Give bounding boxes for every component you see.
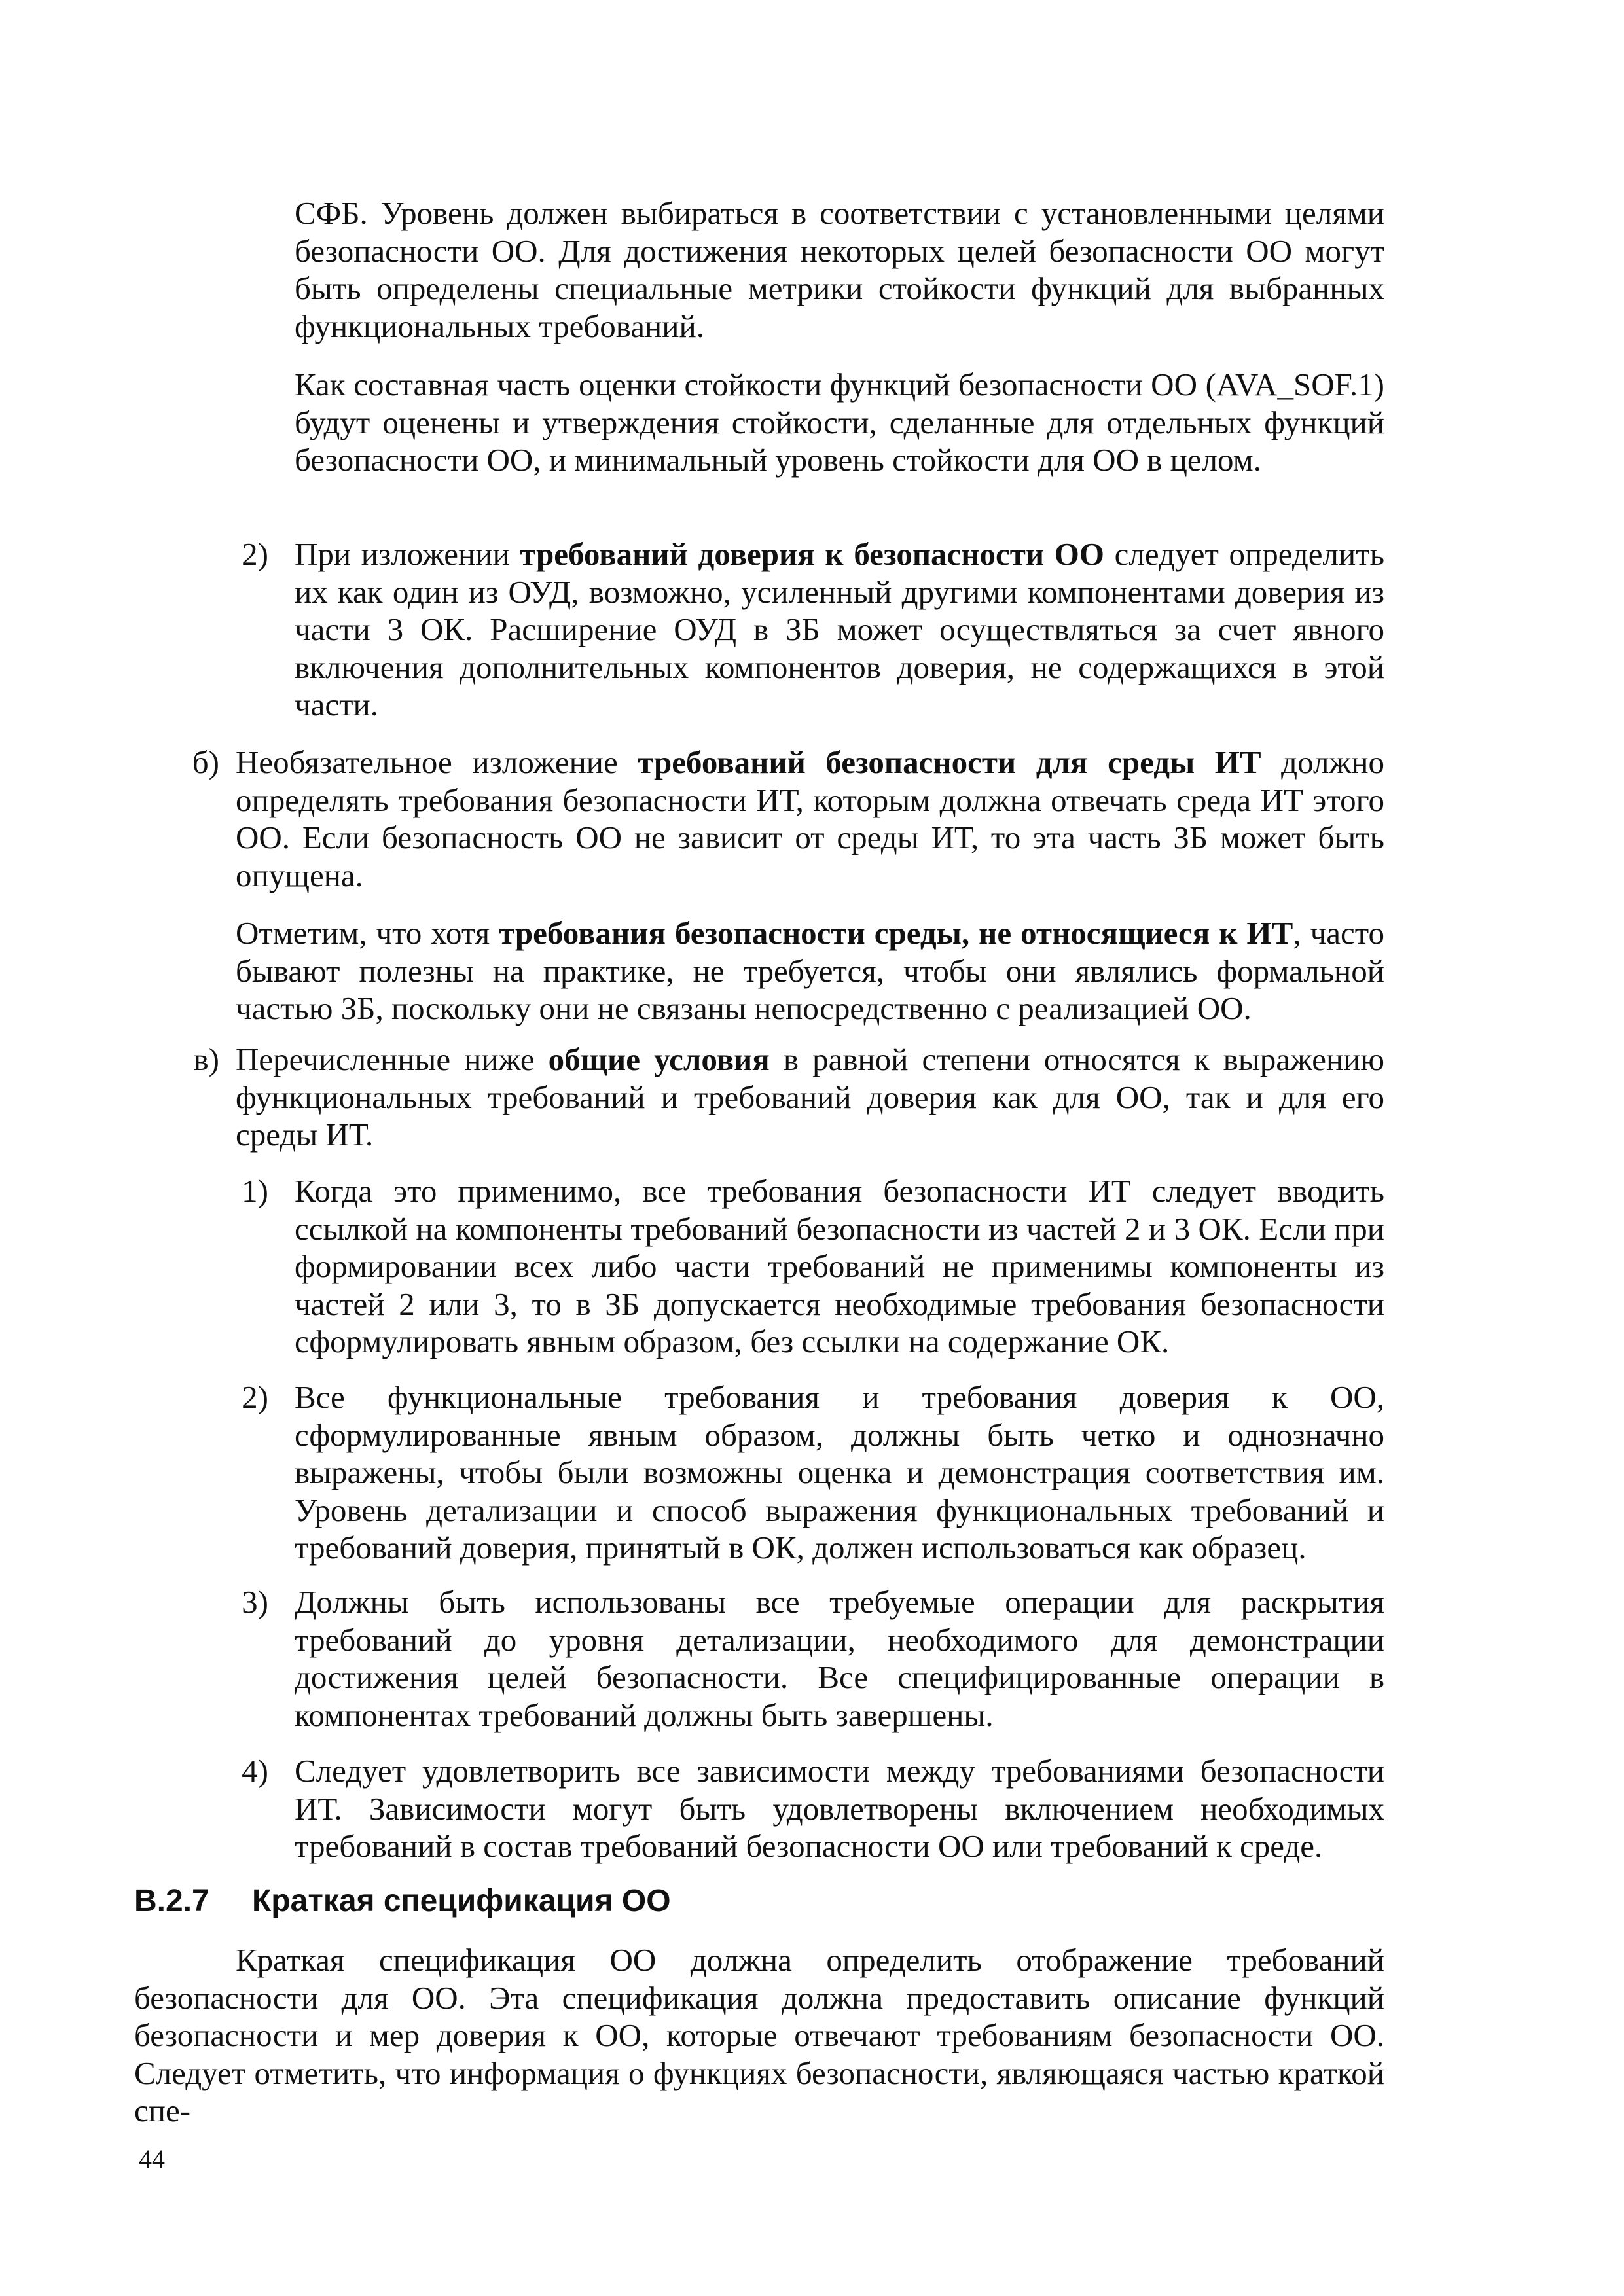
bold-term: требований безопасности для среды ИТ xyxy=(638,744,1261,780)
list-number: 2) xyxy=(242,1379,268,1415)
page-number: 44 xyxy=(139,2144,165,2174)
list-letter: в) xyxy=(193,1041,219,1077)
text-span: , часто бывают полезны на практике, не требуется, чтобы они являлись формальной частью ЗБ, поскольку они не связаны непосредственно с реализацией ОО. xyxy=(236,915,1384,1026)
list-item-general-conditions xyxy=(236,1041,1384,1154)
bold-term: общие условия xyxy=(548,1041,770,1077)
text-span: Перечисленные ниже xyxy=(236,1041,549,1077)
bold-term: требований доверия к безопасности ОО xyxy=(520,536,1104,572)
paragraph-sfb-level: СФБ. Уровень должен выбираться в соответствии с установленными целями безопасности ОО. Для достижения некоторых целей безопасности ОО могут быть определены специальные метрики стойкости функций для выбранных функциональных требований. xyxy=(295,195,1384,344)
paragraph-ava-sof: Как составная часть оценки стойкости функций безопасности ОО (AVA_SOF.1) будут оценены и утверждения стойкости, сделанные для отдельных функций безопасности ОО, и минимальный уровень стойкости для ОО в целом. xyxy=(295,367,1384,478)
list-number: 3) xyxy=(242,1584,268,1620)
section-number: B.2.7 xyxy=(134,1884,209,1918)
paragraph-toe-summary: Краткая спецификация ОО должна определить отображение требований безопасности для ОО. Эта спецификация должна предоставить описание функций безопасности и мер доверия к ОО, которые отвечают требованиям безопасности ОО. Следует отметить, что информация о функциях безопасности, являющаяся частью краткой спе- xyxy=(134,1942,1384,2128)
text-span: Необязательное изложение xyxy=(236,744,638,780)
list-letter: б) xyxy=(192,744,219,780)
section-title: Краткая спецификация ОО xyxy=(252,1884,671,1918)
section-heading xyxy=(134,1882,671,1921)
list-number: 4) xyxy=(242,1753,268,1789)
text-span: должно определять требования безопасности ИТ, которым должна отвечать среда ИТ этого ОО. Если безопасность ОО не зависит от среды ИТ, то эта часть ЗБ может быть опущена. xyxy=(236,744,1384,893)
list-number: 2) xyxy=(242,536,268,572)
list-item-it-environment xyxy=(236,744,1384,894)
list-item-operations: Должны быть использованы все требуемые операции для раскрытия требований до уровня детализации, необходимого для демонстрации достижения целей безопасности. Все специфицированные операции в компонентах требований должны быть завершены. xyxy=(295,1584,1384,1733)
paragraph-non-it-requirements xyxy=(236,914,1384,1028)
bold-term: требования безопасности среды, не относящиеся к ИТ xyxy=(499,915,1293,951)
text-span: Отметим, что хотя xyxy=(236,915,499,951)
list-item-dependencies: Следует удовлетворить все зависимости между требованиями безопасности ИТ. Зависимости могут быть удовлетворены включением необходимых требований в состав требований безопасности ОО или требований к среде. xyxy=(295,1753,1384,1864)
text-span: в равной степени относятся к выражению функциональных требований и требований доверия как для ОО, так и для его среды ИТ. xyxy=(236,1041,1384,1153)
list-number: 1) xyxy=(242,1173,268,1209)
list-item-reference-components: Когда это применимо, все требования безопасности ИТ следует вводить ссылкой на компоненты требований безопасности из частей 2 и 3 ОК. Если при формировании всех либо части требований не применимы компоненты из частей 2 или 3, то в ЗБ допускается необходимые требования безопасности сформулировать явным образом, без ссылки на содержание ОК. xyxy=(295,1173,1384,1359)
text-span: следует определить их как один из ОУД, возможно, усиленный другими компонентами доверия из части 3 ОК. Расширение ОУД в ЗБ может осуществляться за счет явного включения дополнительных компонентов доверия, не содержащихся в этой части. xyxy=(295,536,1384,723)
list-item-assurance-requirements xyxy=(295,535,1384,724)
list-item-explicit-requirements: Все функциональные требования и требования доверия к ОО, сформулированные явным образом, должны быть четко и однозначно выражены, чтобы были возможны оценка и демонстрация соответствия им. Уровень детализации и способ выражения функциональных требований и требований доверия, принятый в ОК, должен использоваться как образец. xyxy=(295,1379,1384,1566)
text-span: При изложении xyxy=(295,536,520,572)
